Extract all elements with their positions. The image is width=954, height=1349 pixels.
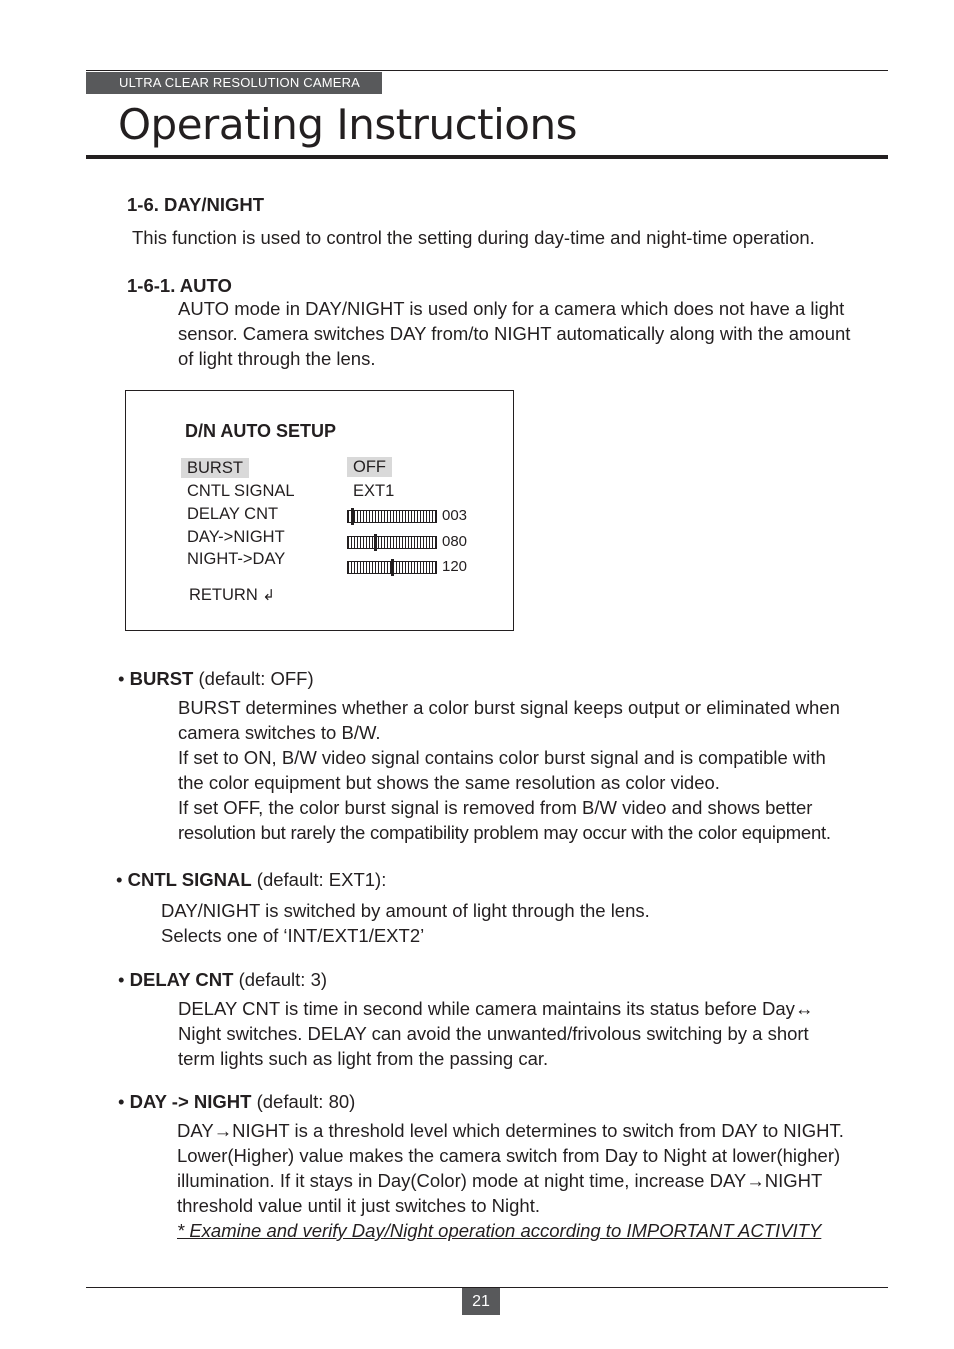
text-line: of light through the lens. (178, 348, 376, 369)
slider-knob (391, 559, 394, 576)
menu-item-value: OFF (347, 457, 392, 477)
bullet-default: (default: EXT1): (251, 869, 387, 890)
text-line: DAY→NIGHT is a threshold level which determines to switch from DAY to NIGHT. (177, 1120, 844, 1141)
bullet-burst-heading: • BURST (default: OFF) (118, 668, 314, 689)
text-line: Lower(Higher) value makes the camera switch from Day to Night at lower(higher) (177, 1145, 841, 1166)
text-line: term lights such as light from the passing car. (178, 1048, 549, 1069)
text-line: If set OFF, the color burst signal is removed from B/W video and shows better (178, 797, 813, 818)
day-night-value: 080 (442, 533, 468, 550)
text-line: If set to ON, B/W video signal contains color burst signal and is compatible with (178, 747, 826, 768)
menu-value-cntl-signal: EXT1 (353, 482, 395, 500)
text-line: AUTO mode in DAY/NIGHT is used only for a camera which does not have a light (178, 298, 845, 319)
day-night-slider (347, 536, 437, 549)
night-day-slider (347, 561, 437, 574)
bullet-default: (default: 80) (251, 1091, 356, 1112)
bullet-burst-body (178, 695, 840, 845)
menu-item-delay-cnt: DELAY CNT (187, 505, 279, 523)
delay-cnt-slider (347, 510, 437, 523)
bullet-name: DELAY CNT (129, 969, 234, 990)
night-day-value: 120 (442, 558, 468, 575)
text-line: the color equipment but shows the same resolution as color video. (178, 772, 720, 793)
text-line: DAY/NIGHT is switched by amount of light through the lens. (161, 900, 650, 921)
bullet-cntl-heading: • CNTL SIGNAL (default: EXT1): (116, 869, 387, 890)
page-number: 21 (462, 1288, 500, 1315)
bullet-daynight-body (177, 1118, 844, 1243)
menu-item-burst (181, 459, 249, 478)
bullet-name: BURST (129, 668, 194, 689)
text-line: Selects one of ‘INT/EXT1/EXT2’ (161, 925, 425, 946)
text-line: Night switches. DELAY can avoid the unwanted/frivolous switching by a short (178, 1023, 809, 1044)
slider-knob (374, 534, 377, 551)
sub-paragraph (178, 296, 850, 371)
bullet-daynight-heading: • DAY -> NIGHT (default: 80) (118, 1091, 356, 1112)
menu-title: D/N AUTO SETUP (185, 421, 337, 441)
menu-value-burst (347, 458, 392, 477)
bullet-delay-body (178, 996, 813, 1071)
menu-item-night-day: NIGHT->DAY (187, 550, 286, 568)
return-icon: ↲ (262, 586, 275, 604)
text-line: illumination. If it stays in Day(Color) mode at night time, increase DAY→NIGHT (177, 1170, 823, 1191)
text-line: sensor. Camera switches DAY from/to NIGHT automatically along with the amount (178, 323, 851, 344)
slider-knob (351, 508, 354, 525)
title-rule (86, 155, 888, 159)
bullet-name: DAY -> NIGHT (129, 1091, 252, 1112)
header-banner: ULTRA CLEAR RESOLUTION CAMERA (86, 72, 382, 94)
important-note: * Examine and verify Day/Night operation according to IMPORTANT ACTIVITY (177, 1220, 822, 1241)
section-heading: 1-6. DAY/NIGHT (127, 194, 265, 215)
text-line: resolution but rarely the compatibility problem may occur with the color equipment. (178, 822, 831, 843)
return-label: RETURN (189, 586, 258, 604)
sub-heading: 1-6-1. AUTO (127, 275, 232, 296)
bullet-default: (default: 3) (233, 969, 328, 990)
bullet-name: CNTL SIGNAL (127, 869, 252, 890)
bullet-default: (default: OFF) (193, 668, 314, 689)
menu-item-label: BURST (181, 458, 249, 478)
section-intro: This function is used to control the setting during day-time and night-time operation. (132, 227, 815, 248)
menu-item-day-night: DAY->NIGHT (187, 528, 285, 546)
text-line: threshold value until it just switches to Night. (177, 1195, 540, 1216)
bullet-delay-heading: • DELAY CNT (default: 3) (118, 969, 328, 990)
text-line: BURST determines whether a color burst signal keeps output or eliminated when (178, 697, 840, 718)
page-title: Operating Instructions (118, 100, 577, 149)
delay-cnt-value: 003 (442, 507, 468, 524)
text-line: DELAY CNT is time in second while camera maintains its status before Day↔ (178, 998, 814, 1019)
top-rule (86, 70, 888, 71)
text-line: camera switches to B/W. (178, 722, 381, 743)
bullet-cntl-body (161, 898, 650, 948)
menu-item-cntl-signal: CNTL SIGNAL (187, 482, 295, 500)
menu-item-return (189, 586, 275, 605)
